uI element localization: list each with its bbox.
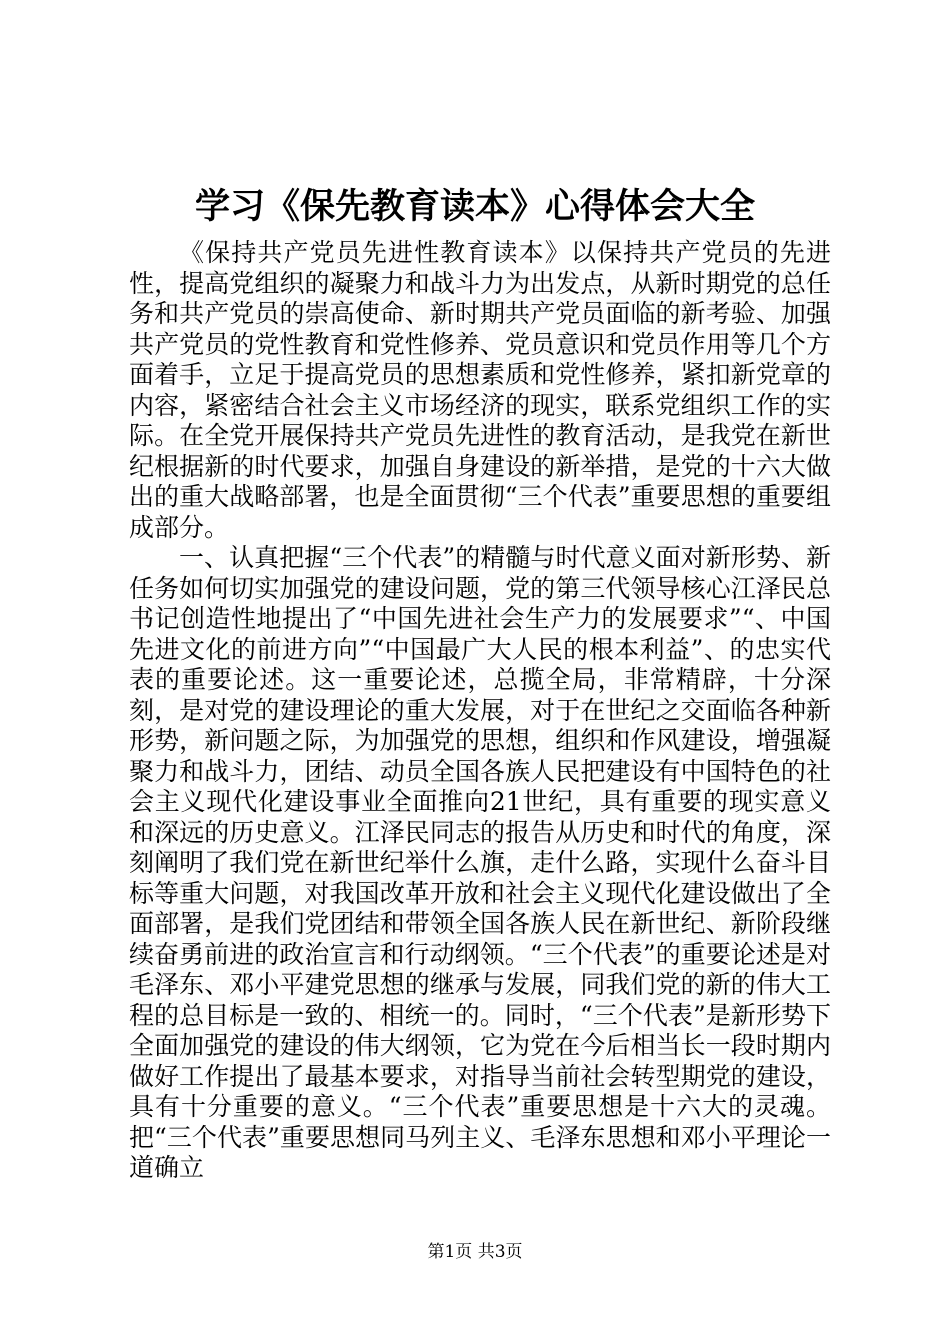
document-title: 学习《保先教育读本》心得体会大全 [194, 187, 755, 227]
page-footer: 第1页 共3页 [427, 1242, 523, 1262]
document-body [129, 238, 831, 1184]
paragraph-section-one: 一、认真把握“三个代表”的精髓与时代意义面对新形势、新任务如何切实加强党的建设问题，党的第三代领导核心江泽民总书记创造性地提出了“中国先进社会生产力的发展要求”“、中国先进文化的前进方向”“中国最广大人民的根本利益”、的忠实代表的重要论述。这一重要论述，总揽全局，非常精辟，十分深刻，是对党的建设理论的重大发展，对于在世纪之交面临各种新形势，新问题之际，为加强党的思想，组织和作风建设，增强凝聚力和战斗力，团结、动员全国各族人民把建设有中国特色的社会主义现代化建设事业全面推向21世纪，具有重要的现实意义和深远的历史意义。江泽民同志的报告从历史和时代的角度，深刻阐明了我们党在新世纪举什么旗，走什么路，实现什么奋斗目标等重大问题，对我国改革开放和社会主义现代化建设做出了全面部署，是我们党团结和带领全国各族人民在新世纪、新阶段继续奋勇前进的政治宣言和行动纲领。“三个代表”的重要论述是对毛泽东、邓小平建党思想的继承与发展，同我们党的新的伟大工程的总目标是一致的、相统一的。同时，“三个代表”是新形势下全面加强党的建设的伟大纲领，它为党在今后相当长一段时期内做好工作提出了最基本要求，对指导当前社会转型期党的建设，具有十分重要的意义。“三个代表”重要思想是十六大的灵魂。把“三个代表”重要思想同马列主义、毛泽东思想和邓小平理论一道确立 [129, 543, 831, 1182]
paragraph-intro: 《保持共产党员先进性教育读本》以保持共产党员的先进性，提高党组织的凝聚力和战斗力为出发点，从新时期党的总任务和共产党员的崇高使命、新时期共产党员面临的新考验、加强共产党员的党性教育和党性修养、党员意识和党员作用等几个方面着手，立足于提高党员的思想素质和党性修养，紧扣新党章的内容，紧密结合社会主义市场经济的现实，联系党组织工作的实际。在全党开展保持共产党员先进性的教育活动，是我党在新世纪根据新的时代要求，加强自身建设的新举措，是党的十六大做出的重大战略部署，也是全面贯彻“三个代表”重要思想的重要组成部分。 [129, 238, 831, 542]
